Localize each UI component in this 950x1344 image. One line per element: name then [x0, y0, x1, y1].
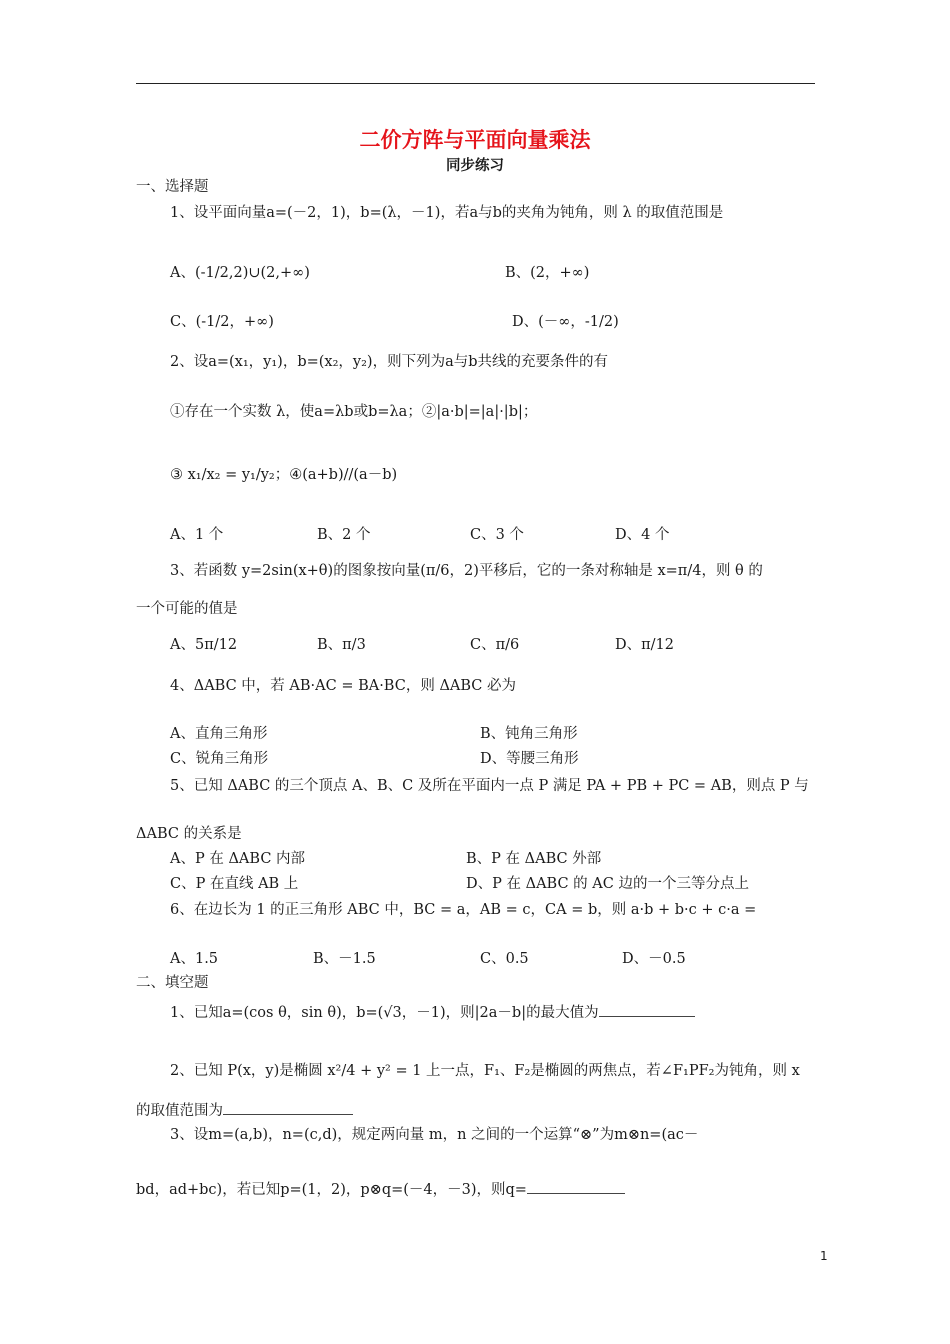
fill2-stem-row-2 [136, 1101, 353, 1119]
page-title: 二价方阵与平面向量乘法 [359, 127, 591, 152]
q5-option-d: D、P 在 ΔABC 的 AC 边的一个三等分点上 [466, 876, 749, 892]
fill2-stem-line-2: 的取值范围为 [136, 1103, 223, 1119]
fill2-answer-blank[interactable] [223, 1101, 353, 1115]
fill3-stem-row-2 [136, 1180, 625, 1198]
section-heading-fill: 二、填空题 [136, 975, 209, 991]
q5-stem-line-2: ΔABC 的关系是 [136, 826, 242, 842]
q2-option-a: A、1 个 [170, 527, 224, 543]
q4-option-d: D、等腰三角形 [480, 751, 579, 767]
q5-stem-line-1: 5、已知 ΔABC 的三个顶点 A、B、C 及所在平面内一点 P 满足 PA + PB + PC = AB，则点 P 与 [170, 778, 809, 794]
q2-stem: 2、设a=(x₁，y₁)，b=(x₂，y₂)，则下列为a与b共线的充要条件的有 [170, 354, 608, 370]
section-heading-choice: 一、选择题 [136, 179, 209, 195]
q2-condition-3-4: ③ x₁/x₂ = y₁/y₂；④(a+b)//(a－b) [170, 467, 398, 483]
q4-option-c: C、锐角三角形 [170, 751, 269, 767]
page-number: 1 [820, 1249, 828, 1263]
q6-stem: 6、在边长为 1 的正三角形 ABC 中，BC = a，AB = c，CA = b，则 a·b + b·c + c·a = [170, 902, 757, 918]
q6-option-d: D、－0.5 [622, 951, 686, 967]
q3-stem-line-1: 3、若函数 y=2sin(x+θ)的图象按向量(π/6，2)平移后，它的一条对称轴是 x=π/4，则 θ 的 [170, 563, 763, 579]
q6-option-c: C、0.5 [480, 951, 529, 967]
q5-option-a: A、P 在 ΔABC 内部 [170, 851, 306, 867]
q3-option-c: C、π/6 [470, 637, 520, 653]
q5-option-b: B、P 在 ΔABC 外部 [466, 851, 602, 867]
q6-option-b: B、－1.5 [313, 951, 376, 967]
q2-option-c: C、3 个 [470, 527, 524, 543]
fill3-stem-line-2: bd，ad+bc)，若已知p=(1，2)，p⊗q=(－4，－3)，则q= [136, 1182, 527, 1198]
q3-option-a: A、5π/12 [170, 637, 238, 653]
q4-stem: 4、ΔABC 中，若 AB·AC = BA·BC，则 ΔABC 必为 [170, 678, 517, 694]
q1-stem: 1、设平面向量a=(－2，1)，b=(λ，－1)，若a与b的夹角为钝角，则 λ 的取值范围是 [170, 205, 724, 221]
q3-stem-line-2: 一个可能的值是 [136, 601, 238, 617]
q1-option-b: B、(2，+∞) [505, 265, 590, 281]
q4-option-b: B、钝角三角形 [480, 726, 578, 742]
q4-option-a: A、直角三角形 [170, 726, 268, 742]
fill1-answer-blank[interactable] [599, 1003, 695, 1017]
q2-condition-1-2: ①存在一个实数 λ，使a=λb或b=λa；②|a·b|=|a|·|b|； [170, 404, 538, 420]
page-subtitle: 同步练习 [446, 157, 504, 174]
fill3-answer-blank[interactable] [527, 1180, 625, 1194]
fill3-stem-line-1: 3、设m=(a,b)，n=(c,d)，规定两向量 m，n 之间的一个运算“⊗”为m⊗n=(ac－ [170, 1127, 699, 1143]
fill1-stem: 1、已知a=(cos θ，sin θ)，b=(√3，－1)，则|2a－b|的最大值为 [170, 1005, 599, 1021]
q2-option-b: B、2 个 [317, 527, 371, 543]
q5-option-c: C、P 在直线 AB 上 [170, 876, 299, 892]
header-rule [136, 83, 815, 84]
q2-option-d: D、4 个 [615, 527, 670, 543]
q1-option-a: A、(-1/2,2)∪(2,+∞) [170, 265, 310, 281]
q3-option-d: D、π/12 [615, 637, 674, 653]
q3-option-b: B、π/3 [317, 637, 366, 653]
fill1-stem-row [170, 1003, 695, 1021]
q6-option-a: A、1.5 [170, 951, 219, 967]
q1-option-d: D、(－∞，-1/2) [512, 314, 619, 330]
fill2-stem-line-1: 2、已知 P(x，y)是椭圆 x²/4 + y² = 1 上一点，F₁、F₂是椭圆的两焦点，若∠F₁PF₂为钝角，则 x [170, 1063, 800, 1079]
q1-option-c: C、(-1/2，+∞) [170, 314, 274, 330]
